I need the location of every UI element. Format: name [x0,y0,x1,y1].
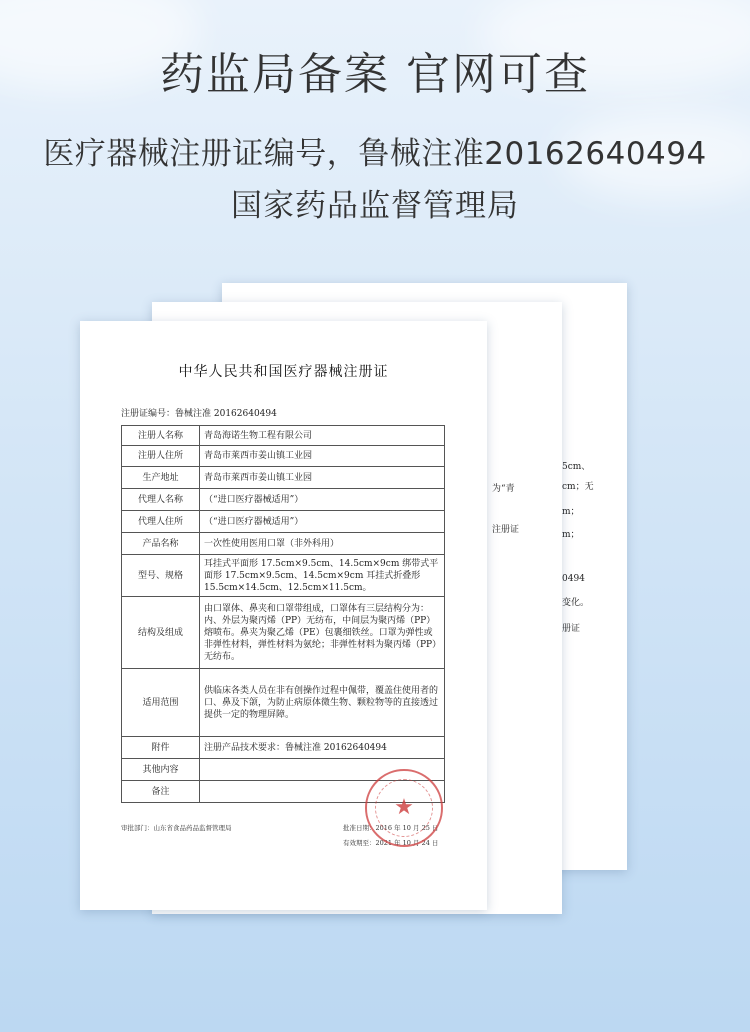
page-text-fragment: 变化。 [562,598,590,608]
table-row [122,669,445,737]
row-value: 耳挂式平面形 17.5cm×9.5cm、14.5cm×9cm 绑带式平面形 17.5cm×9.5cm、14.5cm×9cm 耳挂式折叠形 15.5cm×14.5cm、12.5cm×11.5cm。 [200,555,445,597]
row-label: 注册人住所 [122,446,200,467]
page-title: 药监局备案 官网可查 [160,49,590,100]
table-row [122,446,445,467]
row-label: 附件 [122,737,200,759]
row-label: 适用范围 [122,669,200,737]
page-text-fragment: 为“青 [492,484,515,494]
row-value: 供临床各类人员在非有创操作过程中佩带，覆盖住使用者的口、鼻及下颌，为防止病原体微生物、颗粒物等的直接透过提供一定的物理屏障。 [200,669,445,737]
issuing-authority: 审批部门：山东省食品药品监督管理局 [121,824,232,832]
certificate-title: 中华人民共和国医疗器械注册证 [178,364,389,380]
registration-number-line: 医疗器械注册证编号，鲁械注准20162640494 [43,136,707,172]
table-row [122,597,445,669]
official-seal-icon: ★ [365,769,443,847]
page-text-fragment: 5cm、 [562,462,591,472]
page-text-fragment: cm；无 [562,482,594,492]
certificate-table [121,425,445,803]
authority-name-line: 国家药品监督管理局 [231,188,519,224]
row-value: （“进口医疗器械适用”） [200,511,445,533]
row-label: 产品名称 [122,533,200,555]
expiry-date: 有效期至：2021 年 10 月 24 日 [343,839,439,847]
row-value: 青岛海诺生物工程有限公司 [200,426,445,446]
row-label: 代理人住所 [122,511,200,533]
page-text-fragment: 0494 [562,574,585,584]
row-label: 生产地址 [122,467,200,489]
certificate-reg-number: 注册证编号：鲁械注准 20162640494 [121,409,277,419]
row-label: 型号、规格 [122,555,200,597]
table-row [122,555,445,597]
table-row [122,489,445,511]
row-label: 结构及组成 [122,597,200,669]
row-label: 注册人名称 [122,426,200,446]
row-value: 注册产品技术要求：鲁械注准 20162640494 [200,737,445,759]
table-row [122,426,445,446]
approval-date: 批准日期：2016 年 10 月 25 日 [343,824,439,832]
row-label: 备注 [122,781,200,803]
row-value: 青岛市莱西市姜山镇工业园 [200,467,445,489]
table-row [122,737,445,759]
page-text-fragment: m； [562,530,580,540]
registration-certificate [80,321,487,910]
row-value: 一次性使用医用口罩（非外科用） [200,533,445,555]
row-label: 代理人名称 [122,489,200,511]
row-label: 其他内容 [122,759,200,781]
page-text-fragment: m； [562,507,580,517]
table-row [122,533,445,555]
row-value: 由口罩体、鼻夹和口罩带组成，口罩体有三层结构分为：内、外层为聚丙烯（PP）无纺布，中间层为聚丙烯（PP）熔喷布。鼻夹为聚乙烯（PE）包裹细铁丝。口罩为弹性或非弹性材料，弹性材料为氨纶；非弹性材料为聚丙烯（PP）无纺布。 [200,597,445,669]
row-value: 青岛市莱西市姜山镇工业园 [200,446,445,467]
page-text-fragment: 注册证 [492,525,520,535]
page-text-fragment: 册证 [562,624,581,634]
table-row [122,467,445,489]
row-value: （“进口医疗器械适用”） [200,489,445,511]
table-row [122,511,445,533]
